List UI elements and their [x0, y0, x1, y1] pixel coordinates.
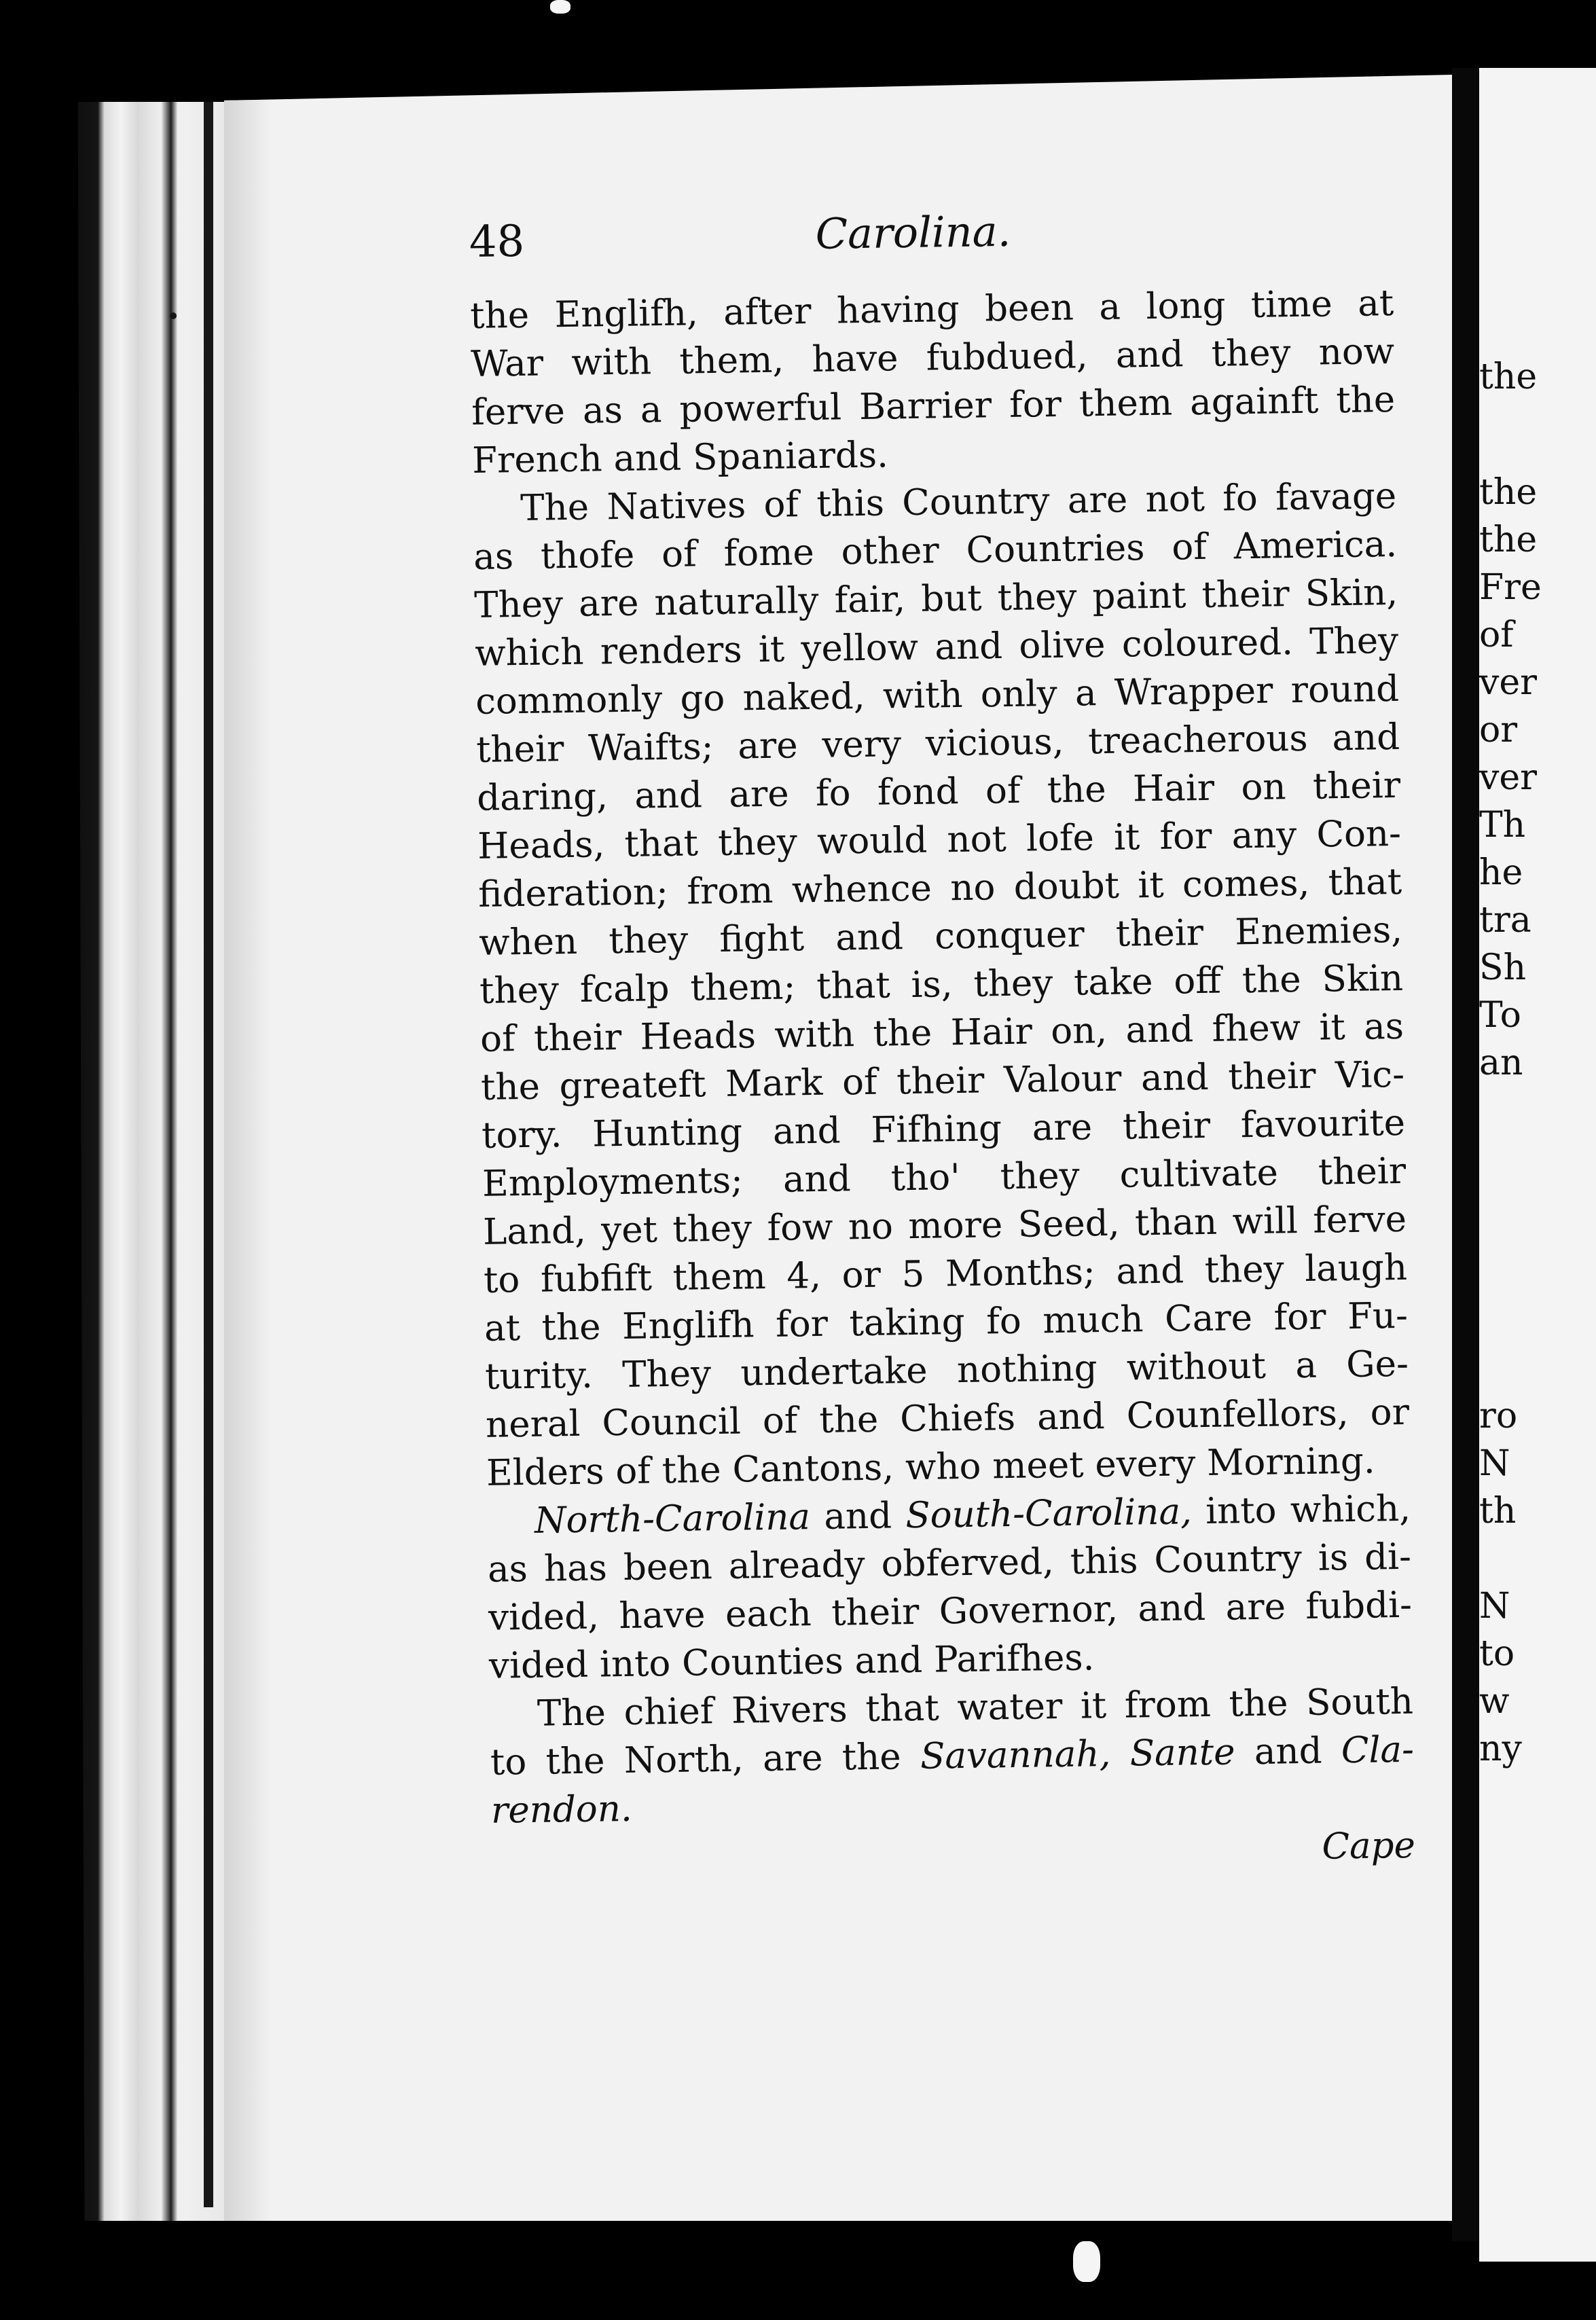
facing-fragment: ro [1479, 1396, 1518, 1436]
text-line: neral Council of the Chiefs and Counfellors, or [485, 1391, 1410, 1446]
scan-mark [170, 312, 177, 319]
facing-fragment: To [1479, 995, 1521, 1036]
text-line: when they fight and conquer their Enemies, [478, 909, 1403, 964]
facing-fragment: ny [1479, 1728, 1522, 1769]
text-line: Heads, that they would not lofe it for any Con- [477, 812, 1402, 867]
facing-fragment: the [1479, 520, 1538, 560]
facing-fragment: N [1479, 1443, 1510, 1484]
text-line: commonly go naked, with only a Wrapper round [475, 668, 1400, 723]
facing-fragment: the [1479, 357, 1538, 397]
text-line: rendon. [490, 1788, 633, 1832]
text-line: daring, and are fo fond of the Hair on their [476, 764, 1401, 819]
facing-fragment: ver [1479, 662, 1538, 703]
page-text [469, 191, 1415, 1886]
text-line: their Waifts; are very vicious, treacherous and [475, 716, 1400, 771]
text-line: to the North, are the Savannah, Sante and Cla- [490, 1728, 1415, 1783]
text-line: The chief Rivers that water it from the South [537, 1680, 1414, 1735]
facing-fragment: ver [1479, 757, 1538, 798]
gutter [1452, 68, 1479, 2241]
facing-fragment: Fre [1479, 567, 1542, 608]
facing-fragment: an [1479, 1043, 1523, 1083]
page-shadow [224, 75, 272, 2221]
text-line: fideration; from whence no doubt it comes, that [477, 860, 1402, 916]
text-line: Employments; and tho' they cultivate their [482, 1150, 1407, 1205]
facing-fragment: th [1479, 1491, 1517, 1531]
text-line: vided into Counties and Parifhes. [488, 1637, 1095, 1687]
facing-fragment: Sh [1479, 947, 1527, 988]
text-line: tory. Hunting and Fifhing are their favourite [481, 1102, 1406, 1157]
facing-fragment: to [1479, 1633, 1515, 1674]
facing-fragment: N [1479, 1586, 1510, 1627]
facing-fragment: Th [1479, 805, 1526, 846]
facing-fragment: he [1479, 852, 1523, 893]
page-header [469, 191, 1394, 292]
text-line: ferve as a powerful Barrier for them againft the [471, 378, 1396, 433]
text-line: They are naturally fair, but they paint their Skin, [473, 571, 1398, 626]
facing-fragment: of [1479, 615, 1514, 655]
facing-page [1479, 68, 1596, 2262]
text-line: of their Heads with the Hair on, and fhew it as [479, 1005, 1404, 1060]
text-line: Elders of the Cantons, who meet every Morning. [486, 1440, 1376, 1494]
catchword: Cape [1322, 1824, 1416, 1868]
text-line: the Englifh, after having been a long time at [469, 282, 1394, 337]
text-line: at the Englifh for taking fo much Care for Fu- [484, 1294, 1409, 1349]
text-line: French and Spaniards. [471, 434, 889, 482]
facing-fragment: tra [1479, 900, 1531, 941]
running-head: Carolina. [815, 206, 1011, 259]
page-number: 48 [469, 216, 525, 268]
text-line: The Natives of this Country are not fo favage [520, 475, 1397, 529]
text-line: War with them, have fubdued, and they now [470, 330, 1395, 385]
body-text [470, 279, 1415, 1835]
text-line: to fubfift them 4, or 5 Months; and they laugh [483, 1246, 1408, 1301]
facing-fragment: or [1479, 710, 1518, 750]
paper-speck [1073, 2241, 1100, 2282]
facing-fragment: w [1479, 1681, 1510, 1722]
text-line: Land, yet they fow no more Seed, than will ferve [482, 1198, 1407, 1253]
text-line: as thofe of fome other Countries of America. [473, 523, 1398, 578]
text-line: as has been already obferved, this Country is di- [487, 1536, 1412, 1591]
text-line: which renders it yellow and olive coloured. They [474, 619, 1399, 674]
spine-shadow [204, 102, 213, 2207]
facing-fragment: the [1479, 472, 1538, 513]
paper-speck [550, 0, 570, 14]
text-line: turity. They undertake nothing without a Ge- [484, 1343, 1409, 1398]
text-line: they fcalp them; that is, they take off the Skin [479, 957, 1404, 1012]
text-line: the greateft Mark of their Valour and their Vic- [480, 1053, 1405, 1108]
text-line: North-Carolina and South-Carolina, into which, [534, 1487, 1411, 1542]
text-line: vided, have each their Governor, and are fubdi- [488, 1584, 1413, 1639]
